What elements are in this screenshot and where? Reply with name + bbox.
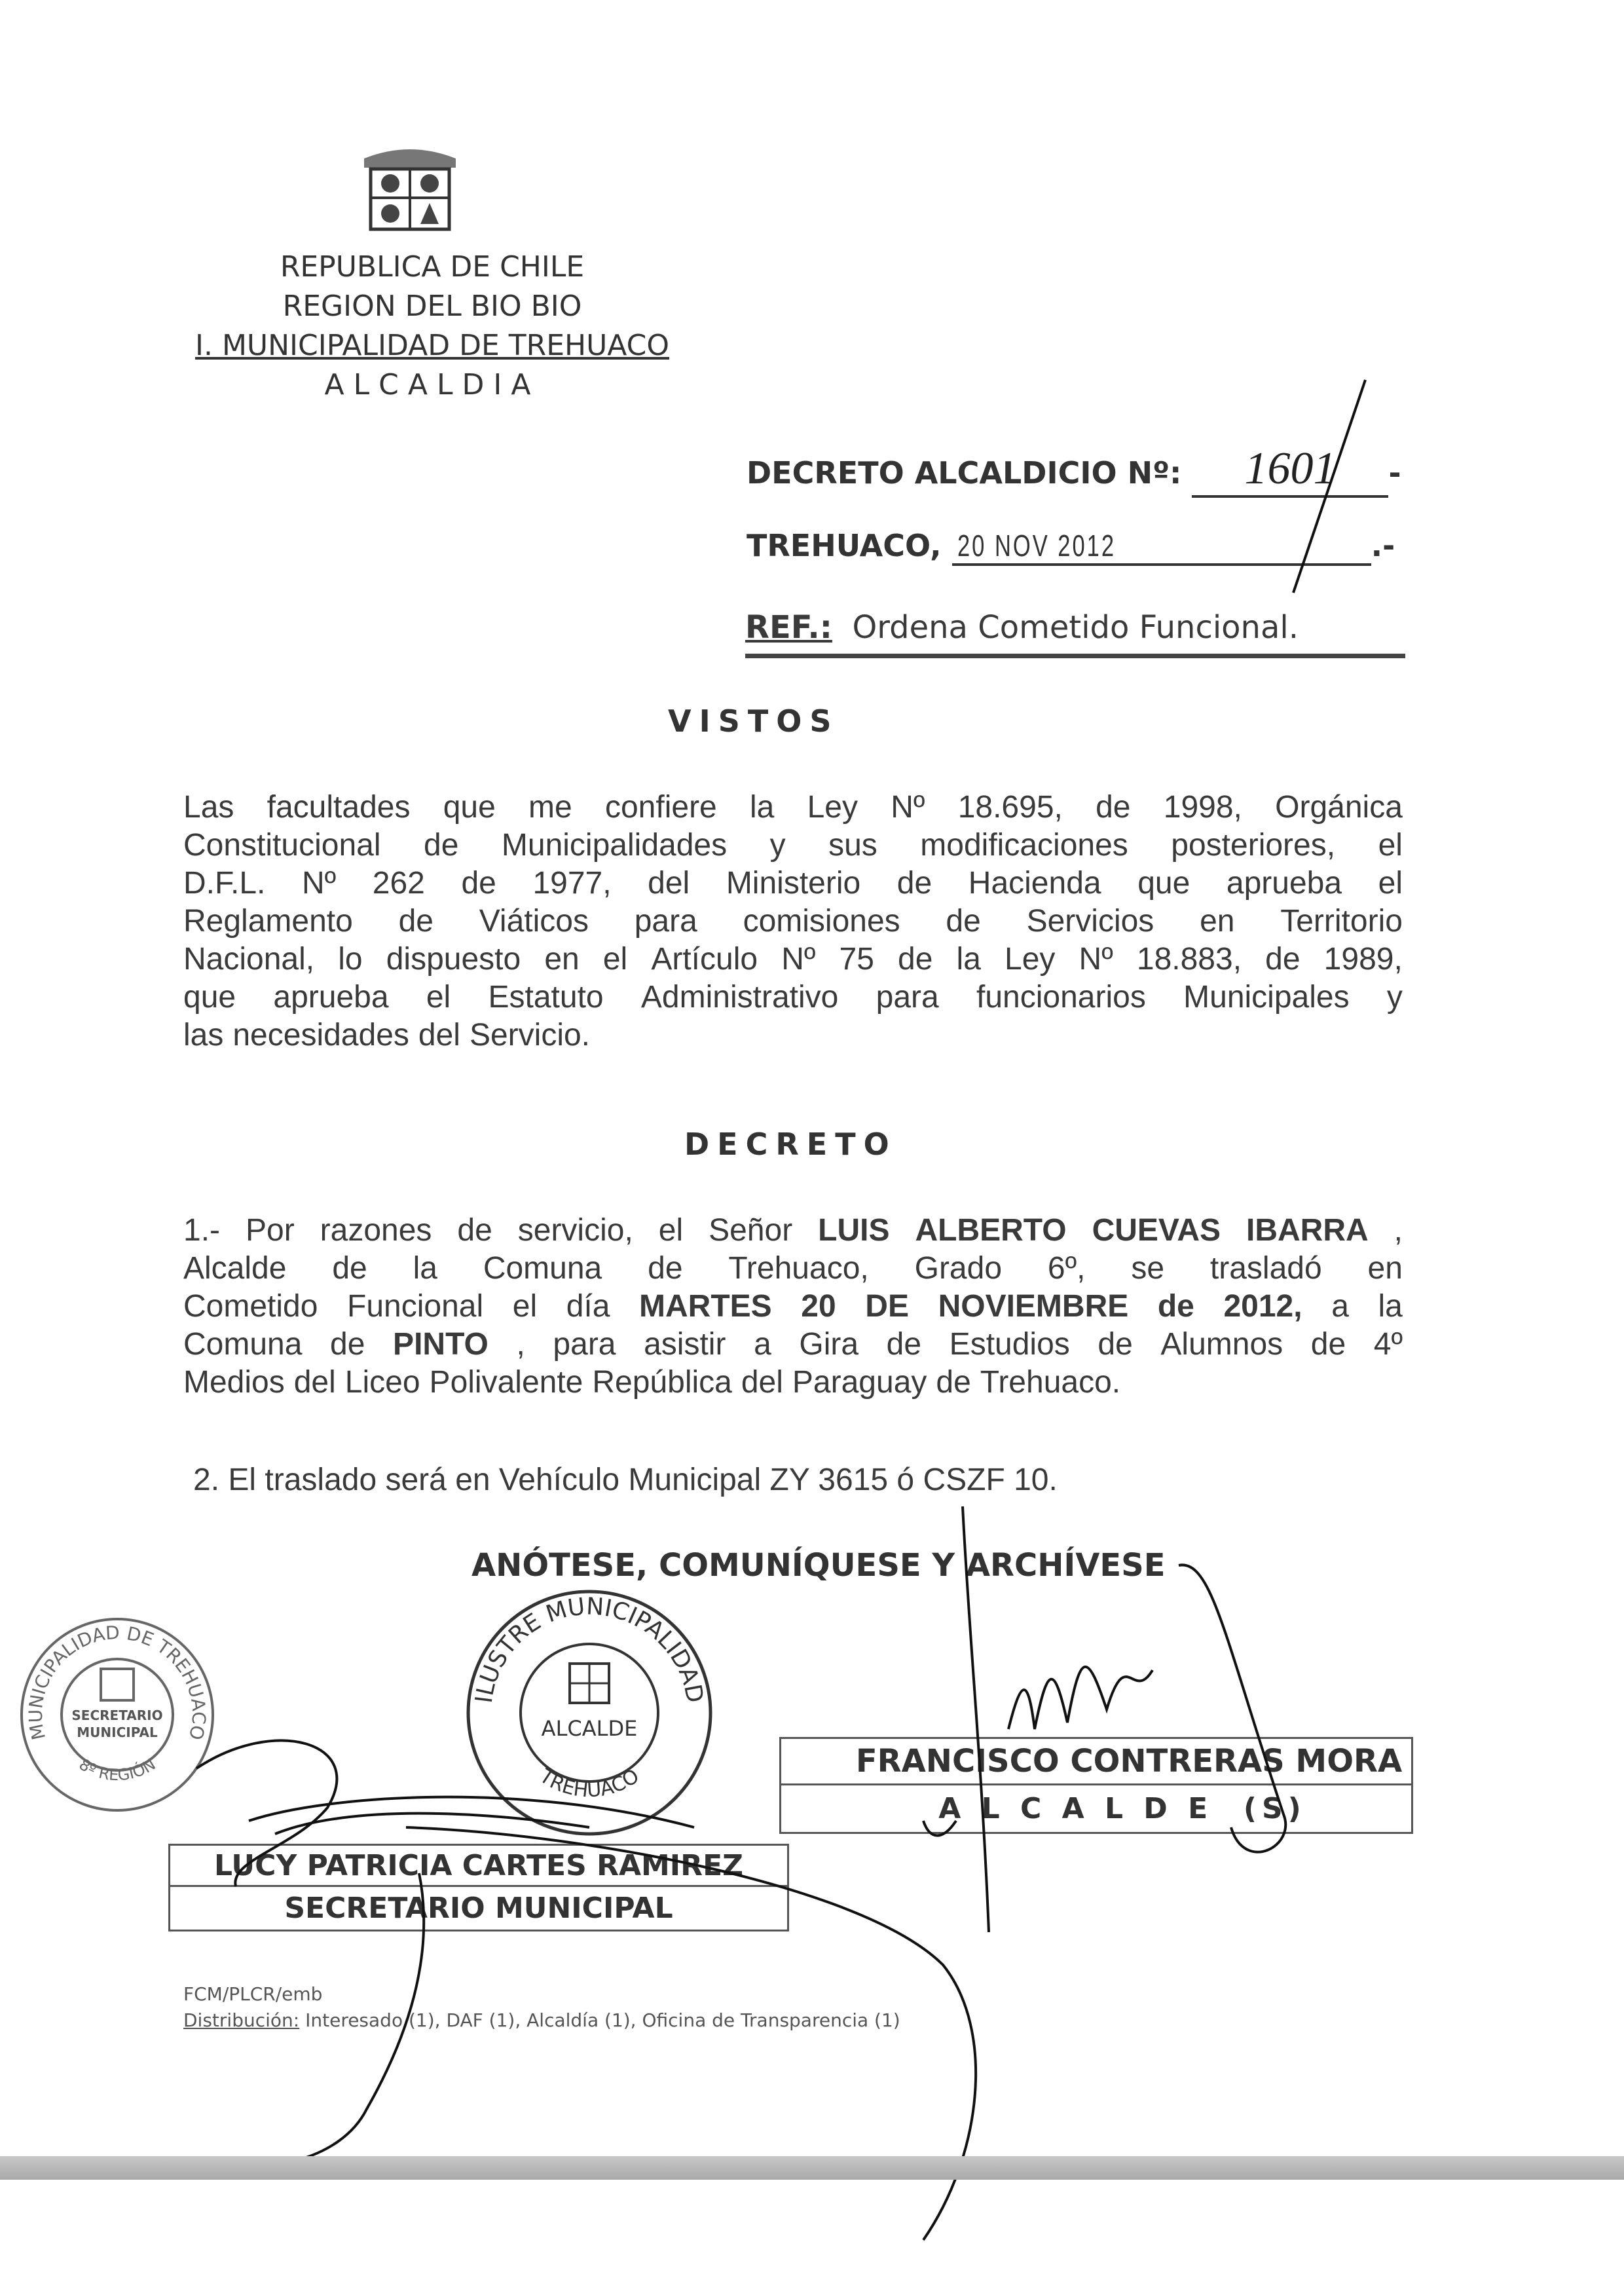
paragraph-line [183, 1288, 1403, 1326]
word: Ley [807, 790, 858, 825]
word: de [398, 904, 434, 939]
word: la [750, 790, 775, 825]
word: la [1378, 1289, 1403, 1324]
word: Ley [1005, 942, 1056, 977]
word: que [1137, 866, 1190, 901]
word: a [754, 1327, 771, 1362]
word: Territorio [1280, 904, 1403, 939]
word: del [293, 1365, 336, 1400]
scan-edge-bar [0, 2156, 1624, 2180]
word: de [330, 1327, 365, 1362]
mayor-signature-box [779, 1737, 1413, 1834]
word: Servicios [1026, 904, 1154, 939]
word: 2012, [1223, 1289, 1302, 1324]
word: Gira [799, 1327, 859, 1362]
mayor-stamp [468, 1592, 710, 1834]
ref-label: REF.: [745, 609, 832, 646]
word: Trehuaco, [728, 1251, 869, 1286]
word: Polivalente [429, 1365, 583, 1400]
word: de [1096, 790, 1131, 825]
word: Estudios [949, 1327, 1070, 1362]
word: de [1310, 1327, 1346, 1362]
word: 75 [839, 942, 874, 977]
word: el [602, 942, 628, 977]
word: día [566, 1289, 610, 1324]
decree-number-value: 1601 [1244, 443, 1337, 494]
ref-value: Ordena Cometido Funcional. [852, 609, 1299, 646]
mayor-name: FRANCISCO CONTRERAS MORA [781, 1739, 1411, 1785]
word: Estatuto [488, 980, 604, 1015]
word: LUIS [818, 1213, 890, 1248]
word: de [946, 904, 981, 939]
word: y [769, 828, 786, 863]
paragraph-line [183, 865, 1403, 903]
word: Nº [781, 942, 816, 977]
word: la [413, 1251, 437, 1286]
secretary-name: LUCY PATRICIA CARTES RAMIREZ [170, 1846, 787, 1887]
word: MARTES [639, 1289, 772, 1324]
word: 18.883, [1136, 942, 1242, 977]
word: asistir [644, 1327, 726, 1362]
word: de [1157, 1289, 1194, 1324]
word: 262 [372, 866, 425, 901]
word: CUEVAS [1092, 1213, 1221, 1248]
word: de [648, 1251, 683, 1286]
paragraph-line [183, 941, 1403, 979]
word: que [443, 790, 496, 825]
header-country: REPUBLICA DE CHILE [280, 250, 585, 284]
footer-initials: FCM/PLCR/emb [183, 1983, 323, 2005]
distribution-label: Distribución: [183, 2009, 300, 2031]
word: de [898, 942, 933, 977]
secretary-stamp-ring-text: MUNICIPALIDAD DE TREHUACO [24, 1621, 210, 1742]
word: modificaciones [920, 828, 1128, 863]
reference-row [745, 609, 1405, 658]
word: y [1386, 980, 1403, 1015]
word: servicio, [517, 1213, 633, 1248]
decree-number-row [747, 443, 1401, 498]
word: comisiones [743, 904, 900, 939]
paragraph-line [183, 979, 1403, 1017]
decree-number-suffix: - [1388, 455, 1401, 491]
paragraph-line [183, 903, 1403, 941]
word: Alcalde [183, 1251, 287, 1286]
paragraph-line [183, 1212, 1403, 1250]
distribution-value: Interesado (1), DAF (1), Alcaldía (1), Oficina de Transparencia (1) [299, 2009, 900, 2031]
word: trasladó [1209, 1251, 1322, 1286]
word: para [553, 1327, 616, 1362]
date-suffix: .- [1371, 528, 1395, 563]
word: de [886, 1327, 922, 1362]
word: confiere [604, 790, 717, 825]
word: Hacienda [968, 866, 1101, 901]
paragraph-line [183, 789, 1403, 827]
word: de [424, 828, 459, 863]
word: Municipalidades [501, 828, 728, 863]
word: sus [828, 828, 877, 863]
decree-item-2: 2. El traslado será en Vehículo Municipal ZY 3615 ó CSZF 10. [193, 1463, 1058, 1497]
header-municipality: I. MUNICIPALIDAD DE TREHUACO [195, 329, 669, 362]
coat-of-arms-logo [351, 145, 469, 234]
word: 18.695, [957, 790, 1063, 825]
word: Funcional [347, 1289, 484, 1324]
word: 1998, [1163, 790, 1242, 825]
word: Liceo [344, 1365, 420, 1400]
paragraph-line [183, 827, 1403, 865]
word: Artículo [651, 942, 758, 977]
word: Municipales [1183, 980, 1350, 1015]
word: Medios [183, 1365, 285, 1400]
word: de [457, 1213, 492, 1248]
word: Nº [891, 790, 925, 825]
mayor-stamp-ring-text: ILUSTRE MUNICIPALIDAD [470, 1593, 709, 1706]
word: las [183, 1018, 224, 1053]
word: Señor [709, 1213, 793, 1248]
word: , [1393, 1213, 1403, 1248]
word: de [936, 1365, 971, 1400]
word: el [512, 1289, 538, 1324]
word: Reglamento [183, 904, 353, 939]
word: DE [865, 1289, 909, 1324]
mayor-title: A L C A L D E (S) [938, 1791, 1306, 1825]
paragraph-line [183, 1250, 1403, 1288]
word: Administrativo [640, 980, 839, 1015]
word: funcionarios [976, 980, 1146, 1015]
secretary-signature-box [168, 1844, 789, 1931]
word: Grado [914, 1251, 1003, 1286]
vistos-heading: VISTOS [668, 703, 840, 739]
word: del [418, 1018, 460, 1053]
word: el [1378, 828, 1403, 863]
word: de [1265, 942, 1301, 977]
word: de [896, 866, 932, 901]
word: el [658, 1213, 684, 1248]
word: Orgánica [1275, 790, 1403, 825]
word: Constitucional [183, 828, 381, 863]
word: posteriores, [1171, 828, 1336, 863]
mayor-stamp-bottom-text: TREHUACO [535, 1764, 644, 1802]
word: 1977, [532, 866, 612, 901]
word: 1989, [1323, 942, 1403, 977]
word: para [876, 980, 939, 1015]
paragraph-line [183, 1326, 1403, 1364]
word: Las [183, 790, 234, 825]
word: Nº [301, 866, 337, 901]
word: Comuna [183, 1327, 303, 1362]
word: de [332, 1251, 367, 1286]
word: el [1378, 866, 1403, 901]
word: en [1200, 904, 1235, 939]
decreto-heading: DECRETO [684, 1127, 897, 1162]
word: en [1367, 1251, 1403, 1286]
vistos-paragraph [183, 789, 1403, 1054]
word: de [461, 866, 496, 901]
word: dispuesto [386, 942, 521, 977]
word: Trehuaco. [980, 1365, 1121, 1400]
word: Cometido [183, 1289, 318, 1324]
word: me [528, 790, 572, 825]
word: necesidades [232, 1018, 409, 1053]
word: Servicio. [469, 1018, 591, 1053]
closing-formula: ANÓTESE, COMUNÍQUESE Y ARCHÍVESE [471, 1547, 1166, 1584]
place-label: TREHUACO, [747, 528, 942, 563]
word: Viáticos [479, 904, 589, 939]
word: Comuna [483, 1251, 602, 1286]
date-stamp-value: 20 NOV 2012 [957, 529, 1116, 563]
word: se [1131, 1251, 1165, 1286]
word: facultades [267, 790, 411, 825]
secretary-stamp-center-text: SECRETARIO MUNICIPAL [71, 1707, 163, 1740]
word: 4º [1373, 1327, 1403, 1362]
word: Nº [1079, 942, 1113, 977]
word: del [741, 1365, 783, 1400]
word: República [592, 1365, 732, 1400]
word: PINTO [393, 1327, 489, 1362]
word: el [426, 980, 451, 1015]
word: D.F.L. [183, 866, 266, 901]
header-region: REGION DEL BIO BIO [282, 289, 582, 323]
word: Alumnos [1160, 1327, 1283, 1362]
decree-date-row [747, 528, 1395, 566]
word: del [648, 866, 690, 901]
word: Ministerio [726, 866, 861, 901]
word: en [544, 942, 580, 977]
word: aprueba [273, 980, 389, 1015]
mayor-stamp-center-text: ALCALDE [541, 1716, 638, 1741]
footer-distribution [183, 2009, 900, 2031]
decree-item-1 [183, 1212, 1403, 1402]
word: NOVIEMBRE [938, 1289, 1129, 1324]
word: ALBERTO [915, 1213, 1067, 1248]
word: Por [245, 1213, 295, 1248]
word: lo [338, 942, 363, 977]
secretary-stamp [22, 1619, 213, 1810]
paragraph-line [183, 1017, 1403, 1054]
word: para [634, 904, 697, 939]
paragraph-line [183, 1364, 1403, 1402]
word: de [1098, 1327, 1133, 1362]
word: , [516, 1327, 525, 1362]
header-office: ALCALDIA [324, 368, 540, 401]
header-block [170, 248, 694, 405]
secretary-title: SECRETARIO MUNICIPAL [284, 1891, 673, 1925]
decree-number-label: DECRETO ALCALDICIO Nº: [747, 455, 1182, 491]
word: IBARRA [1246, 1213, 1369, 1248]
word: Nacional, [183, 942, 315, 977]
word: aprueba [1226, 866, 1342, 901]
word: razones [320, 1213, 432, 1248]
word: 20 [801, 1289, 836, 1324]
word: que [183, 980, 236, 1015]
word: Paraguay [792, 1365, 927, 1400]
word: a [1331, 1289, 1349, 1324]
word: 1.- [183, 1213, 221, 1248]
secretary-stamp-bottom-text: 8º REGIÓN [75, 1755, 159, 1785]
word: la [956, 942, 981, 977]
word: 6º, [1047, 1251, 1086, 1286]
